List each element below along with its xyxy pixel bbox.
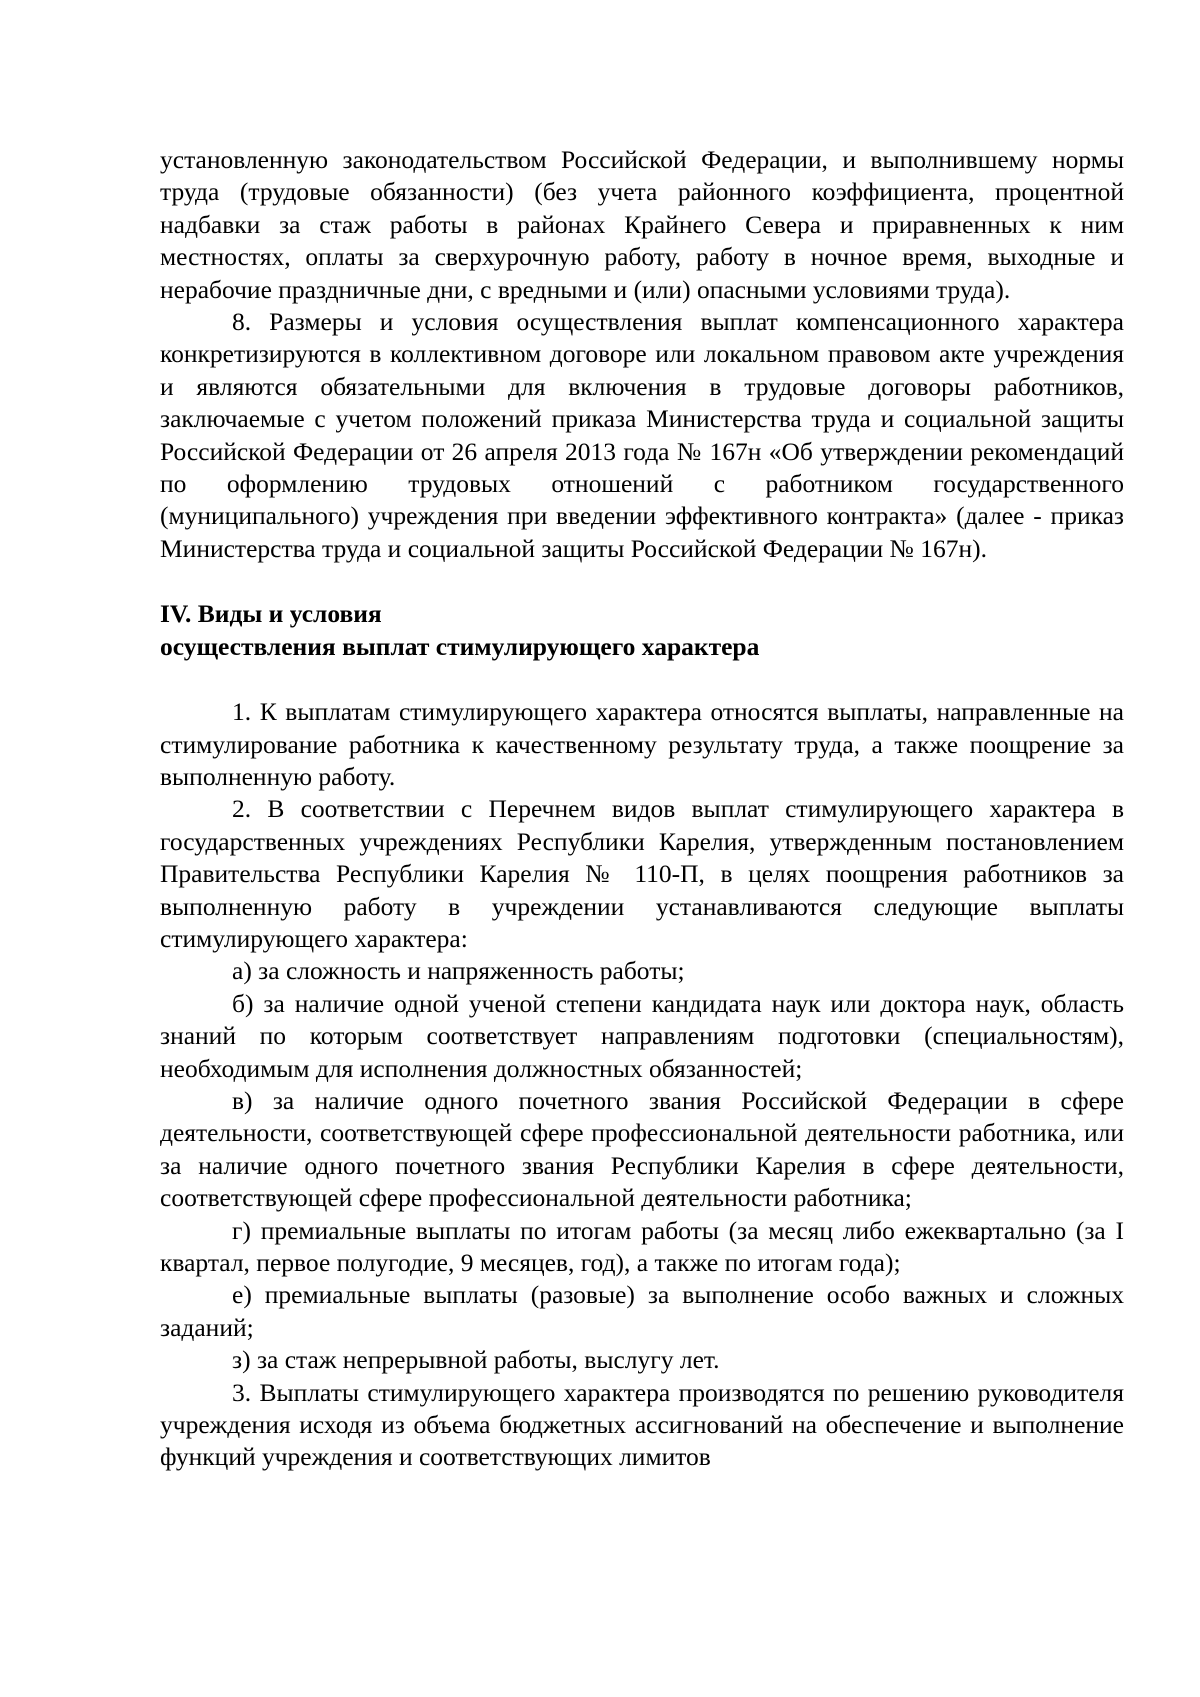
paragraph-8: 8. Размеры и условия осуществления выплат компенсационного характера конкретизируются в коллективном договоре или локальном правовом акте учреждения и являются обязательными для включения в трудовые договоры работников, заключаемые с учетом положений приказа Министерства труда и социальной защиты Российской Федерации от 26 апреля 2013 года № 167н «Об утверждении рекомендаций по оформлению трудовых отношений с работником государственного (муниципального) учреждения при введении эффективного контракта» (далее - приказ Министерства труда и социальной защиты Российской Федерации № 167н).: [160, 307, 1124, 563]
section-4-paragraph-1: 1. К выплатам стимулирующего характера относятся выплаты, направленные на стимулирование работника к качественному результату труда, а также поощрение за выполненную работу.: [160, 697, 1124, 791]
document-body: [160, 144, 1124, 1474]
paragraph-7-continuation: установленную законодательством Российской Федерации, и выполнившему нормы труда (трудовые обязанности) (без учета районного коэффициента, процентной надбавки за стаж работы в районах Крайнего Севера и приравненных к ним местностях, оплаты за сверхурочную работу, работу в ночное время, выходные и нерабочие праздничные дни, с вредными и (или) опасными условиями труда).: [160, 145, 1124, 304]
list-item-e: е) премиальные выплаты (разовые) за выполнение особо важных и сложных заданий;: [160, 1280, 1124, 1342]
list-item-v: в) за наличие одного почетного звания Российской Федерации в сфере деятельности, соответствующей сфере профессиональной деятельности работника, или за наличие одного почетного звания Республики Карелия в сфере деятельности, соответствующей сфере профессиональной деятельности работника;: [160, 1085, 1124, 1213]
list-item-b: б) за наличие одной ученой степени кандидата наук или доктора наук, область знаний по которым соответствует направлениям подготовки (специальностям), необходимым для исполнения должностных обязанностей;: [160, 988, 1124, 1083]
section-4-heading-line-1: IV. Виды и условия: [160, 599, 382, 629]
section-4-paragraph-3: 3. Выплаты стимулирующего характера производятся по решению руководителя учреждения исходя из объема бюджетных ассигнований на обеспечение и выполнение функций учреждения и соответствующих лимитов: [160, 1377, 1124, 1472]
list-item-a: а) за сложность и напряженность работы;: [232, 956, 685, 986]
list-item-z: з) за стаж непрерывной работы, выслугу лет.: [232, 1345, 720, 1375]
section-4-paragraph-2: 2. В соответствии с Перечнем видов выплат стимулирующего характера в государственных учреждениях Республики Карелия, утвержденным постановлением Правительства Республики Карелия № 110-П, в целях поощрения работников за выполненную работу в учреждении устанавливаются следующие выплаты стимулирующего характера:: [160, 794, 1124, 953]
section-4-heading-line-2: осуществления выплат стимулирующего характера: [160, 631, 760, 661]
section-4-heading: [160, 598, 1124, 663]
list-item-g: г) премиальные выплаты по итогам работы (за месяц либо ежеквартально (за I квартал, первое полугодие, 9 месяцев, год), а также по итогам года);: [160, 1215, 1124, 1277]
